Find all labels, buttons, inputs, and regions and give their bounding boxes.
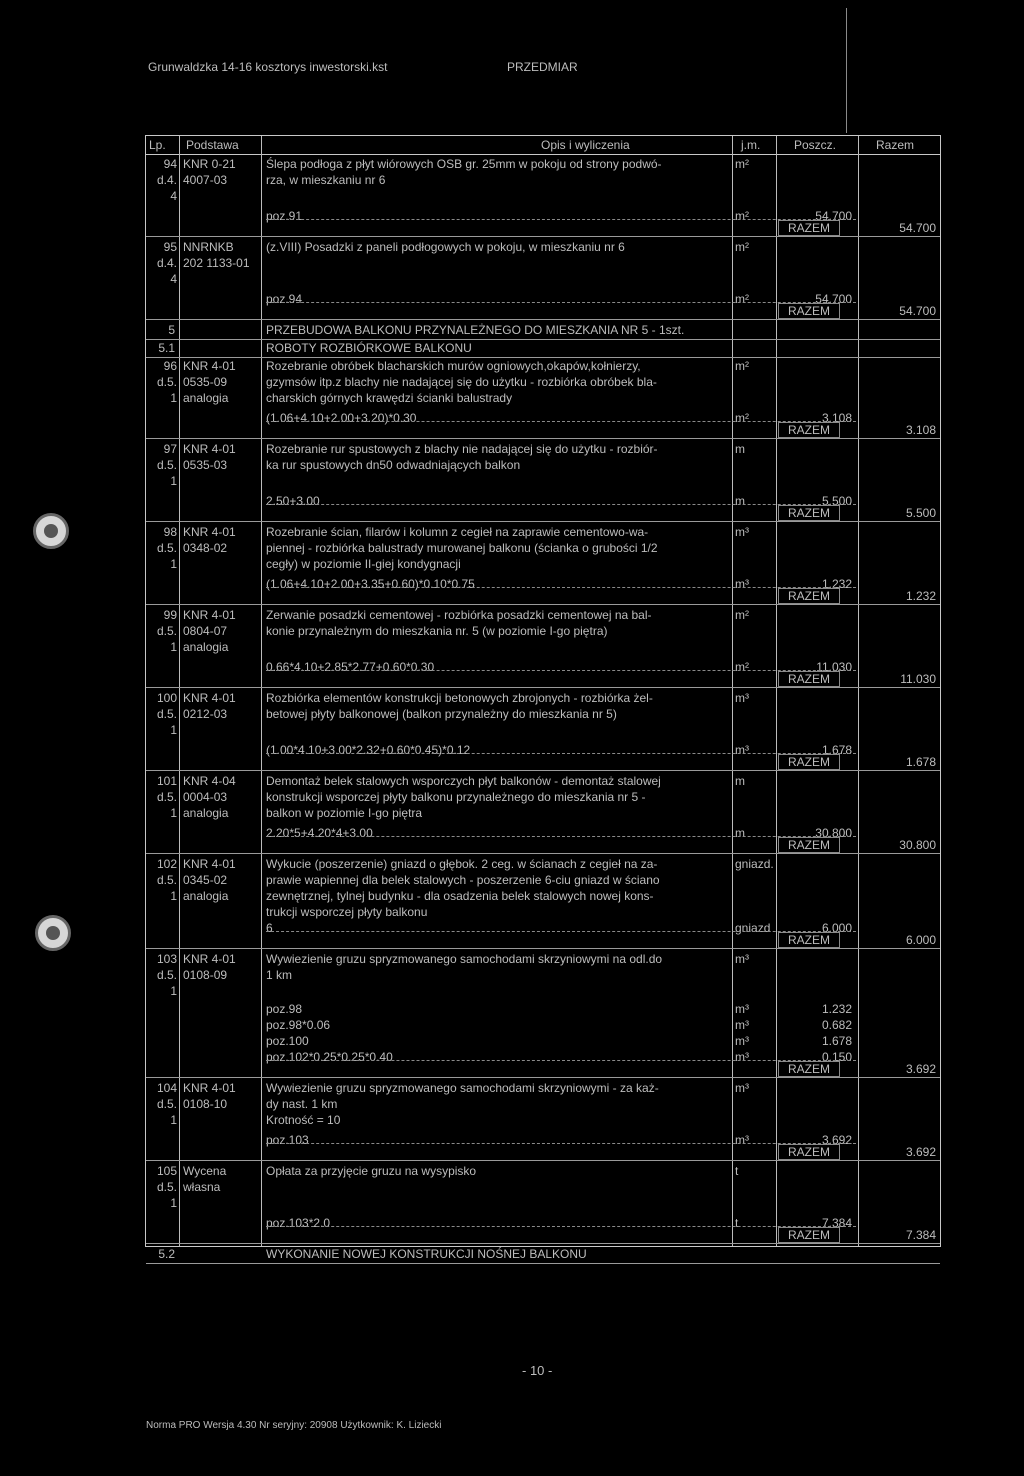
item-basis: KNR 4-01: [183, 442, 236, 456]
calc-value: 1.678: [821, 1034, 852, 1048]
item-number: 102: [156, 857, 177, 871]
item-number: d.5.: [156, 624, 177, 638]
razem-value: 1.678: [905, 755, 936, 769]
calc-expression: poz.102*0.25*0.25*0.40: [266, 1050, 393, 1064]
calc-unit: gniazd: [735, 921, 771, 935]
subtotal-rule: [266, 219, 856, 220]
item-number: 1: [170, 1196, 177, 1210]
item-basis: KNR 4-01: [183, 525, 236, 539]
item-number: 1: [170, 557, 177, 571]
item-description: dy nast. 1 km: [266, 1097, 338, 1111]
item-number: 99: [163, 608, 177, 622]
item-basis: 0535-03: [183, 458, 228, 472]
item-unit: m³: [735, 1081, 749, 1095]
item-description: Demontaż belek stalowych wsporczych płyt balkonów - demontaż stalowej: [266, 774, 661, 788]
calc-unit: m²: [735, 660, 749, 674]
razem-value: 11.030: [900, 672, 936, 686]
item-basis: KNR 4-01: [183, 1081, 236, 1095]
razem-label: RAZEM: [778, 671, 840, 687]
section-title: ROBOTY ROZBIÓRKOWE BALKONU: [266, 341, 472, 355]
item-number: 1: [170, 391, 177, 405]
calc-value: 54.700: [815, 209, 852, 223]
item-description: piennej - rozbiórka balustrady murowanej balkonu (ścianka o grubości 1/2: [266, 541, 658, 555]
punch-hole-icon: [35, 915, 71, 951]
item-basis: KNR 4-04: [183, 774, 236, 788]
item-number: 100: [156, 691, 177, 705]
item-unit: m: [735, 774, 745, 788]
subtotal-rule: [266, 670, 856, 671]
col-sep-5: [858, 136, 859, 1246]
item-basis: 0348-02: [183, 541, 228, 555]
item-description: charskich górnych krawędzi ścianki balustrady: [266, 391, 513, 405]
item-basis: 0345-02: [183, 873, 228, 887]
punch-hole-icon: [33, 513, 69, 549]
table-header: [146, 136, 940, 155]
item-description: Wykucie (poszerzenie) gniazd o głębok. 2 ceg. w ścianach z cegieł na za-: [266, 857, 658, 871]
item-description: Krotność = 10: [266, 1113, 341, 1127]
item-description: ka rur spustowych dn50 odwadniających balkon: [266, 458, 521, 472]
razem-label: RAZEM: [778, 422, 840, 438]
calc-value: 0.682: [821, 1018, 852, 1032]
subtotal-rule: [266, 836, 856, 837]
item-number: d.5.: [156, 873, 177, 887]
col-poszcz: Poszcz.: [794, 138, 837, 152]
item-description: Opłata za przyjęcie gruzu na wysypisko: [266, 1164, 477, 1178]
row-divider: [146, 1243, 940, 1244]
item-description: cegły) w poziomie II-giej kondygnacji: [266, 557, 461, 571]
item-number: 97: [163, 442, 177, 456]
row-divider: [146, 1160, 940, 1161]
item-description: Zerwanie posadzki cementowej - rozbiórka posadzki cementowej na bal-: [266, 608, 652, 622]
calc-expression: (1.06+4.10+2.00+3.35+0.60)*0.10*0.75: [266, 577, 475, 591]
item-basis: Wycena: [183, 1164, 227, 1178]
row-divider: [146, 236, 940, 237]
row-divider: [146, 521, 940, 522]
row-divider: [146, 1263, 940, 1264]
razem-label: RAZEM: [778, 588, 840, 604]
subtotal-rule: [266, 421, 856, 422]
item-number: 95: [163, 240, 177, 254]
item-basis: 0212-03: [183, 707, 228, 721]
col-sep-2: [261, 136, 262, 1246]
item-basis: KNR 4-01: [183, 359, 236, 373]
calc-expression: (1.00*4.10+3.00*2.32+0.60*0.45)*0.12: [266, 743, 471, 757]
item-unit: m²: [735, 359, 749, 373]
item-number: d.4.: [156, 173, 177, 187]
calc-value: 11.030: [816, 660, 852, 674]
item-description: gzymsów itp.z blachy nie nadającej się do użytku - rozbiórka obróbek bla-: [266, 375, 657, 389]
item-description: betowej płyty balkonowej (balkon przynależny do mieszkania nr 5): [266, 707, 617, 721]
calc-expression: poz.103: [266, 1133, 309, 1147]
razem-value: 5.500: [905, 506, 936, 520]
razem-label: RAZEM: [778, 505, 840, 521]
row-divider: [146, 853, 940, 854]
razem-value: 54.700: [899, 304, 936, 318]
item-basis: analogia: [183, 889, 229, 903]
razem-label: RAZEM: [778, 303, 840, 319]
calc-value: 7.384: [821, 1216, 852, 1230]
item-description: Ślepa podłoga z płyt wiórowych OSB gr. 25mm w pokoju od strony podwó-: [266, 157, 662, 171]
item-number: 1: [170, 806, 177, 820]
item-unit: m²: [735, 240, 749, 254]
item-description: Rozebranie ścian, filarów i kolumn z cegieł na zaprawie cementowo-wa-: [266, 525, 649, 539]
razem-value: 30.800: [899, 838, 936, 852]
razem-value: 1.232: [905, 589, 936, 603]
razem-value: 7.384: [905, 1228, 936, 1242]
calc-unit: m²: [735, 411, 749, 425]
item-unit: m²: [735, 157, 749, 171]
item-basis: 0004-03: [183, 790, 228, 804]
calc-unit: m³: [735, 1133, 749, 1147]
calc-unit: m³: [735, 1002, 749, 1016]
item-number: d.4.: [156, 256, 177, 270]
item-basis: KNR 4-01: [183, 608, 236, 622]
razem-value: 3.108: [905, 423, 936, 437]
col-lp: Lp.: [149, 138, 166, 152]
document-type: PRZEDMIAR: [507, 60, 578, 74]
item-description: trukcji wsporczej płyty balkonu: [266, 905, 428, 919]
calc-expression: poz.91: [266, 209, 303, 223]
calc-value: 30.800: [815, 826, 852, 840]
calc-value: 3.692: [821, 1133, 852, 1147]
item-basis: 0108-10: [183, 1097, 228, 1111]
subtotal-rule: [266, 587, 856, 588]
section-number: 5: [168, 323, 175, 337]
item-number: 4: [170, 272, 177, 286]
subtotal-rule: [266, 1226, 856, 1227]
calc-unit: m³: [735, 577, 749, 591]
item-unit: m³: [735, 525, 749, 539]
calc-value: 1.678: [821, 743, 852, 757]
item-basis: KNR 4-01: [183, 691, 236, 705]
item-number: 105: [156, 1164, 177, 1178]
razem-value: 3.692: [905, 1062, 936, 1076]
item-basis: 0804-07: [183, 624, 228, 638]
item-number: 104: [156, 1081, 177, 1095]
subtotal-rule: [266, 1060, 856, 1061]
razem-label: RAZEM: [778, 220, 840, 236]
calc-expression: (1.06+4.10+2.00+3.20)*0.30: [266, 411, 417, 425]
item-number: 94: [163, 157, 177, 171]
item-description: 1 km: [266, 968, 293, 982]
subtotal-rule: [266, 302, 856, 303]
item-description: Rozebranie rur spustowych z blachy nie nadającej się do użytku - rozbiór-: [266, 442, 658, 456]
row-divider: [146, 319, 940, 320]
calc-unit: m³: [735, 1018, 749, 1032]
item-number: 4: [170, 189, 177, 203]
item-number: 1: [170, 640, 177, 654]
item-basis: KNR 0-21: [183, 157, 236, 171]
calc-unit: t: [735, 1216, 739, 1230]
razem-value: 3.692: [905, 1145, 936, 1159]
subtotal-rule: [266, 753, 856, 754]
item-basis: 4007-03: [183, 173, 228, 187]
item-description: zewnętrznej, tylnej budynku - dla osadzenia belek stalowych nowej kons-: [266, 889, 654, 903]
item-unit: m³: [735, 952, 749, 966]
col-jm: j.m.: [741, 138, 761, 152]
col-sep-1: [179, 136, 180, 1246]
calc-value: 1.232: [821, 1002, 852, 1016]
razem-label: RAZEM: [778, 754, 840, 770]
item-number: 1: [170, 1113, 177, 1127]
item-description: Rozbiórka elementów konstrukcji betonowych zbrojonych - rozbiórka żel-: [266, 691, 653, 705]
item-number: 1: [170, 474, 177, 488]
calc-value: 5.500: [821, 494, 852, 508]
item-basis: 0535-09: [183, 375, 228, 389]
item-basis: NNRNKB: [183, 240, 234, 254]
row-divider: [146, 687, 940, 688]
calc-value: 1.232: [821, 577, 852, 591]
row-divider: [146, 438, 940, 439]
item-number: 98: [163, 525, 177, 539]
calc-unit: m³: [735, 743, 749, 757]
col-opis: Opis i wyliczenia: [541, 138, 630, 152]
calc-unit: m²: [735, 292, 749, 306]
calc-value: 3.108: [821, 411, 852, 425]
item-number: 101: [156, 774, 177, 788]
item-basis: KNR 4-01: [183, 857, 236, 871]
item-basis: analogia: [183, 391, 229, 405]
calc-expression: poz.98: [266, 1002, 303, 1016]
razem-label: RAZEM: [778, 837, 840, 853]
calc-expression: 6: [266, 921, 273, 935]
item-basis: 202 1133-01: [183, 256, 250, 270]
item-number: d.5.: [156, 790, 177, 804]
item-number: 1: [170, 723, 177, 737]
item-number: d.5.: [156, 968, 177, 982]
item-unit: t: [735, 1164, 739, 1178]
item-description: konstrukcji wsporczej płyty balkonu przynależnego do mieszkania nr 5 -: [266, 790, 646, 804]
item-number: 1: [170, 984, 177, 998]
row-divider: [146, 1077, 940, 1078]
estimate-table: [145, 135, 941, 1261]
item-description: rza, w mieszkaniu nr 6: [266, 173, 386, 187]
calc-expression: 2.20*5+4.20*4+3.00: [266, 826, 373, 840]
calc-unit: m³: [735, 1050, 749, 1064]
subtotal-rule: [266, 931, 856, 932]
calc-expression: poz.98*0.06: [266, 1018, 331, 1032]
page-number: - 10 -: [522, 1363, 553, 1378]
col-podstawa: Podstawa: [186, 138, 239, 152]
margin-line: [846, 8, 847, 133]
section-number: 5.2: [158, 1247, 175, 1261]
calc-unit: m: [735, 494, 745, 508]
calc-unit: m: [735, 826, 745, 840]
razem-label: RAZEM: [778, 1061, 840, 1077]
calc-expression: 2.50+3.00: [266, 494, 320, 508]
calc-expression: 0.66*4.10+2.85*2.77+0.60*0.30: [266, 660, 435, 674]
item-unit: m: [735, 442, 745, 456]
section-number: 5.1: [158, 341, 175, 355]
item-number: d.5.: [156, 375, 177, 389]
calc-value: 54.700: [815, 292, 852, 306]
item-basis: analogia: [183, 806, 229, 820]
file-name: Grunwaldzka 14-16 kosztorys inwestorski.kst: [148, 60, 388, 74]
item-description: Wywiezienie gruzu spryzmowanego samochodami skrzyniowymi na odl.do: [266, 952, 663, 966]
calc-value: 6.000: [821, 921, 852, 935]
item-number: d.5.: [156, 707, 177, 721]
item-number: d.5.: [156, 541, 177, 555]
item-number: d.5.: [156, 458, 177, 472]
item-basis: analogia: [183, 640, 229, 654]
item-number: d.5.: [156, 1180, 177, 1194]
item-description: balkon w poziomie I-go piętra: [266, 806, 423, 820]
col-razem: Razem: [876, 138, 915, 152]
item-description: (z.VIII) Posadzki z paneli podłogowych w pokoju, w mieszkaniu nr 6: [266, 240, 625, 254]
subtotal-rule: [266, 1143, 856, 1144]
row-divider: [146, 604, 940, 605]
subtotal-rule: [266, 504, 856, 505]
section-title: WYKONANIE NOWEJ KONSTRUKCJI NOŚNEJ BALKONU: [266, 1247, 587, 1261]
item-unit: gniazd.: [735, 857, 774, 871]
calc-expression: poz.100: [266, 1034, 309, 1048]
section-title: PRZEBUDOWA BALKONU PRZYNALEŻNEGO DO MIESZKANIA NR 5 - 1szt.: [266, 323, 685, 337]
row-divider: [146, 770, 940, 771]
razem-value: 6.000: [905, 933, 936, 947]
row-divider: [146, 948, 940, 949]
razem-label: RAZEM: [778, 932, 840, 948]
item-number: 1: [170, 889, 177, 903]
calc-unit: m³: [735, 1034, 749, 1048]
razem-label: RAZEM: [778, 1227, 840, 1243]
item-number: d.5.: [156, 1097, 177, 1111]
calc-unit: m²: [735, 209, 749, 223]
calc-expression: poz.103*2.0: [266, 1216, 331, 1230]
item-basis: 0108-09: [183, 968, 228, 982]
calc-expression: poz.94: [266, 292, 303, 306]
razem-label: RAZEM: [778, 1144, 840, 1160]
item-number: 103: [156, 952, 177, 966]
razem-value: 54.700: [899, 221, 936, 235]
item-basis: własna: [183, 1180, 221, 1194]
item-description: prawie wapiennej dla belek stalowych - poszerzenie 6-ciu gniazd w ściano: [266, 873, 660, 887]
item-unit: m²: [735, 608, 749, 622]
calc-value: 0.150: [821, 1050, 852, 1064]
footer-software: Norma PRO Wersja 4.30 Nr seryjny: 20908 Użytkownik: K. Liziecki: [146, 1420, 442, 1431]
item-unit: m³: [735, 691, 749, 705]
item-description: konie przynależnym do mieszkania nr. 5 (w poziomie I-go piętra): [266, 624, 608, 638]
item-number: 96: [163, 359, 177, 373]
item-description: Rozebranie obróbek blacharskich murów ogniowych,okapów,kołnierzy,: [266, 359, 641, 373]
item-description: Wywiezienie gruzu spryzmowanego samochodami skrzyniowymi - za każ-: [266, 1081, 659, 1095]
item-basis: KNR 4-01: [183, 952, 236, 966]
